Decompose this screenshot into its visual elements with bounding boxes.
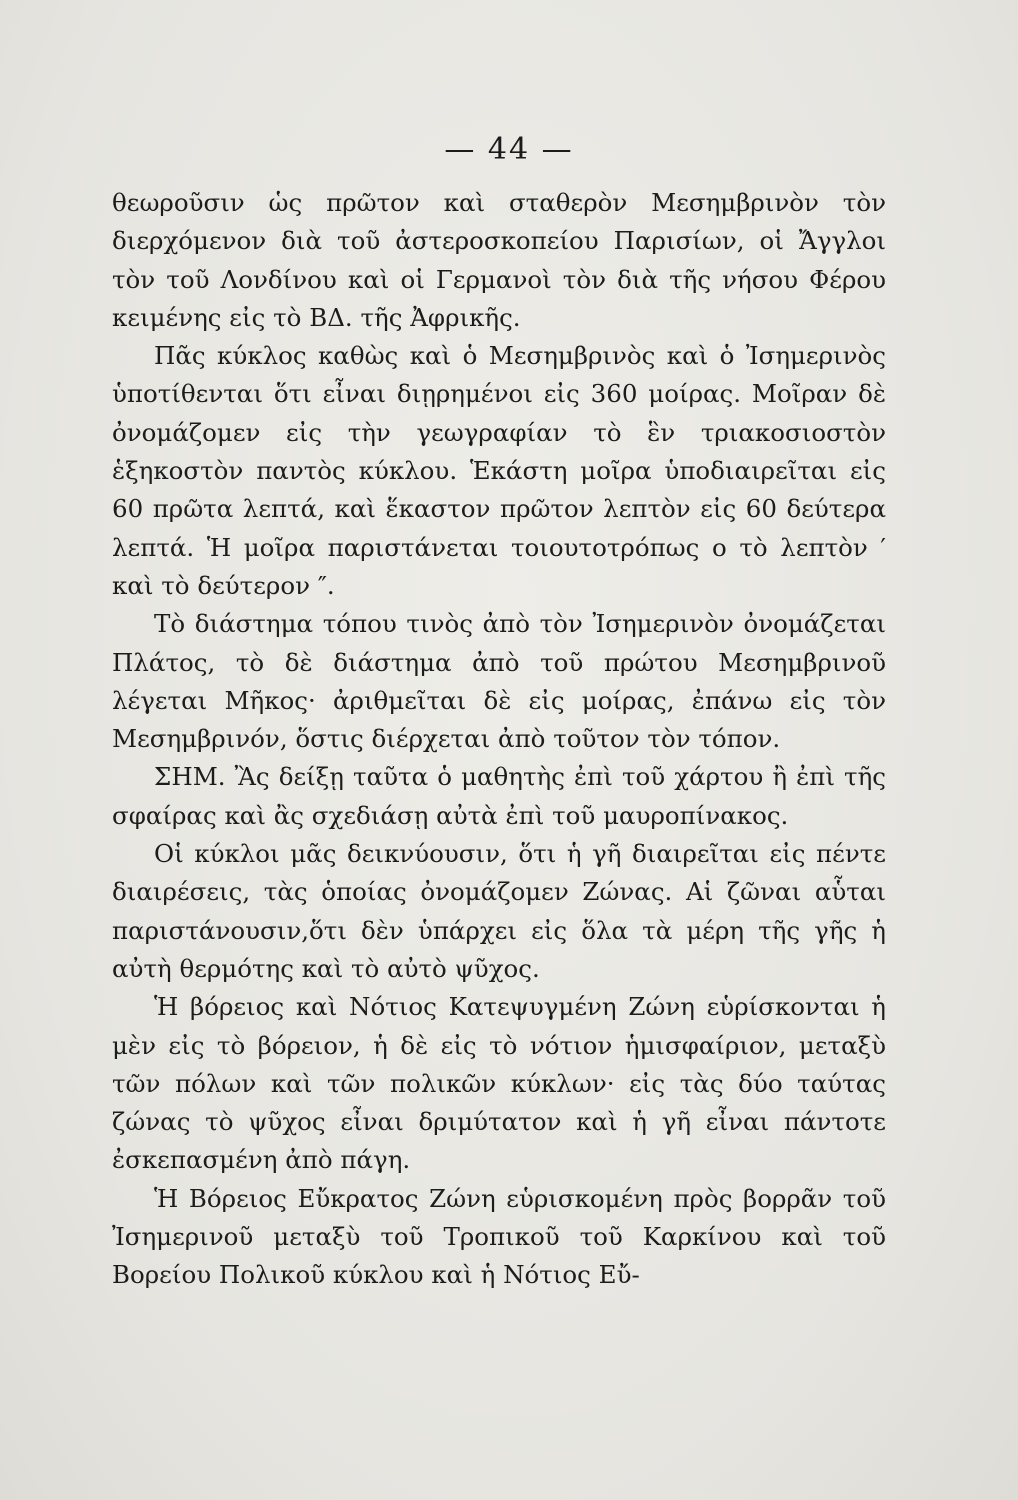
- paragraph-degrees: Πᾶς κύκλος καθὼς καὶ ὁ Μεσημβρινὸς καὶ ὁ Ἰσημερινὸς ὑποτίθενται ὅτι εἶναι διῃρημένοι εἰς 360 μοίρας. Μοῖραν δὲ ὀνομάζομεν εἰς τὴν γεωγραφίαν τὸ ἓν τριακοσιοστὸν ἑξηκοστὸν παντὸς κύκλου. Ἑκάστη μοῖρα ὑποδιαιρεῖται εἰς 60 πρῶτα λεπτά, καὶ ἕκαστον πρῶτον λεπτὸν εἰς 60 δεύτερα λεπτά. Ἡ μοῖρα παριστάνεται τοιουτοτρόπως ο τὸ λεπτὸν ′ καὶ τὸ δεύτερον ″.: [112, 341, 886, 600]
- paragraph-note: ΣΗΜ. Ἂς δείξῃ ταῦτα ὁ μαθητὴς ἐπὶ τοῦ χάρτου ἢ ἐπὶ τῆς σφαίρας καὶ ἂς σχεδιάσῃ αὐτὰ ἐπὶ τοῦ μαυροπίνακος.: [112, 762, 886, 830]
- paragraph-latitude-longitude: Τὸ διάστημα τόπου τινὸς ἀπὸ τὸν Ἰσημερινὸν ὀνομάζεται Πλάτος, τὸ δὲ διάστημα ἀπὸ τοῦ πρώτου Μεσημβρινοῦ λέγεται Μῆκος· ἀριθμεῖται δὲ εἰς μοίρας, ἐπάνω εἰς τὸν Μεσημβρινόν, ὅστις διέρχεται ἀπὸ τοῦτον τὸν τόπον.: [112, 609, 886, 754]
- page-number: — 44 —: [444, 132, 574, 167]
- paragraph-meridians: θεωροῦσιν ὡς πρῶτον καὶ σταθερὸν Μεσημβρινὸν τὸν διερχόμενον διὰ τοῦ ἀστεροσκοπείου Παρισίων, οἱ Ἄγγλοι τὸν τοῦ Λονδίνου καὶ οἱ Γερμανοὶ τὸν διὰ τῆς νήσου Φέρου κειμένης εἰς τὸ ΒΔ. τῆς Ἀφρικῆς.: [112, 188, 886, 332]
- body-text: [112, 184, 886, 1295]
- paragraph-frigid-zones: Ἡ βόρειος καὶ Νότιος Κατεψυγμένη Ζώνη εὑρίσκονται ἡ μὲν εἰς τὸ βόρειον, ἡ δὲ εἰς τὸ νότιον ἡμισφαίριον, μεταξὺ τῶν πόλων καὶ τῶν πολικῶν κύκλων· εἰς τὰς δύο ταύτας ζώνας τὸ ψῦχος εἶναι δριμύτατον καὶ ἡ γῆ εἶναι πάντοτε ἐσκεπασμένη ἀπὸ πάγη.: [112, 992, 886, 1175]
- paragraph-temperate-zone: Ἡ Βόρειος Εὔκρατος Ζώνη εὑρισκομένη πρὸς βορρᾶν τοῦ Ἰσημερινοῦ μεταξὺ τοῦ Τροπικοῦ τοῦ Καρκίνου καὶ τοῦ Βορείου Πολικοῦ κύκλου καὶ ἡ Νότιος Εὔ-: [112, 1183, 886, 1290]
- paragraph-zones: Οἱ κύκλοι μᾶς δεικνύουσιν, ὅτι ἡ γῆ διαιρεῖται εἰς πέντε διαιρέσεις, τὰς ὁποίας ὀνομάζομεν Ζώνας. Αἱ ζῶναι αὗται παριστάνουσιν,ὅτι δὲν ὑπάρχει εἰς ὅλα τὰ μέρη τῆς γῆς ἡ αὐτὴ θερμότης καὶ τὸ αὐτὸ ψῦχος.: [112, 839, 886, 983]
